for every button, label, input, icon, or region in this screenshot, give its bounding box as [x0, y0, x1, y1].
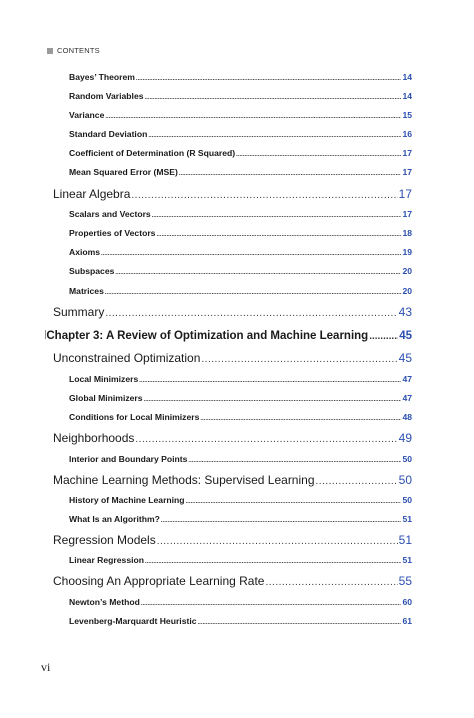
- dot-leader: [186, 499, 402, 505]
- dot-leader: [148, 133, 401, 139]
- toc-page-link[interactable]: 51: [402, 514, 412, 524]
- toc-section-entry[interactable]: [53, 574, 412, 592]
- toc-entry[interactable]: [69, 286, 412, 300]
- toc-page-link[interactable]: 43: [398, 305, 412, 319]
- toc-page-link[interactable]: 17: [402, 167, 412, 177]
- toc-entry[interactable]: [69, 454, 412, 468]
- dot-leader: [101, 251, 401, 257]
- dot-leader: [236, 152, 401, 158]
- toc-page-link[interactable]: 51: [398, 533, 412, 547]
- dot-leader: [115, 270, 401, 276]
- toc-page-link[interactable]: 51: [402, 555, 412, 565]
- dot-leader: [316, 476, 398, 487]
- toc-page-link[interactable]: 45: [398, 351, 412, 365]
- toc-section-entry[interactable]: [53, 351, 412, 369]
- toc-page-link[interactable]: 60: [402, 597, 412, 607]
- dot-leader: [136, 76, 402, 82]
- toc-entry-title: Local Minimizers: [69, 374, 139, 384]
- toc-page-link[interactable]: 19: [402, 247, 412, 257]
- toc-entry[interactable]: [69, 228, 412, 242]
- toc-entry[interactable]: [69, 91, 412, 105]
- toc-entry[interactable]: [69, 393, 412, 407]
- dot-leader: [179, 171, 402, 177]
- toc-entry-title: History of Machine Learning: [69, 495, 185, 505]
- toc-section-entry[interactable]: [53, 533, 412, 551]
- toc-page-link[interactable]: 61: [402, 616, 412, 626]
- dot-leader: [265, 577, 397, 588]
- toc-page-link[interactable]: 14: [402, 91, 412, 101]
- toc-entry[interactable]: [69, 129, 412, 143]
- dot-leader: [139, 378, 401, 384]
- toc-page-link[interactable]: 17: [402, 148, 412, 158]
- toc-entry-title: Neighborhoods: [53, 431, 135, 445]
- toc-section-entry[interactable]: [53, 187, 412, 205]
- toc-page-link[interactable]: 48: [402, 412, 412, 422]
- toc-page-link[interactable]: 47: [402, 374, 412, 384]
- toc-page-link[interactable]: 17: [402, 209, 412, 219]
- toc-page-link[interactable]: 15: [402, 110, 412, 120]
- dot-leader: [144, 397, 402, 403]
- toc-entry[interactable]: [69, 167, 412, 181]
- toc-entry[interactable]: [69, 110, 412, 124]
- toc-page-link[interactable]: 20: [402, 286, 412, 296]
- toc-page-link[interactable]: 16: [402, 129, 412, 139]
- toc-entry-title: Mean Squared Error (MSE): [69, 167, 178, 177]
- dot-leader: [141, 601, 402, 607]
- dot-leader: [369, 331, 398, 342]
- dot-leader: [145, 95, 402, 101]
- toc-entry-title: What Is an Algorithm?: [69, 514, 160, 524]
- toc-entry-title: Newton’s Method: [69, 597, 140, 607]
- toc-entry-title: Coefficient of Determination (R Squared): [69, 148, 236, 158]
- toc-entry-title: Machine Learning Methods: Supervised Learning: [53, 473, 315, 487]
- toc-chapter-entry[interactable]: [45, 330, 412, 348]
- dot-leader: [198, 620, 402, 626]
- toc-entry-title: Choosing An Appropriate Learning Rate: [53, 574, 265, 588]
- toc-entry-title: Bayes’ Theorem: [69, 72, 135, 82]
- toc-page-link[interactable]: 45: [399, 330, 412, 342]
- toc-page-link[interactable]: 50: [402, 454, 412, 464]
- toc-entry-title: Variance: [69, 110, 105, 120]
- toc-entry[interactable]: [69, 514, 412, 528]
- dot-leader: [200, 416, 401, 422]
- toc-entry-title: Global Minimizers: [69, 393, 143, 403]
- dot-leader: [105, 290, 402, 296]
- running-head: [47, 46, 100, 55]
- toc-entry-title: Matrices: [69, 286, 104, 296]
- toc-entry[interactable]: [69, 555, 412, 569]
- toc-entry[interactable]: [69, 266, 412, 280]
- dot-leader: [157, 536, 398, 547]
- toc-entry[interactable]: [69, 209, 412, 223]
- dot-leader: [201, 354, 397, 365]
- toc-entry-title: Linear Algebra: [53, 187, 131, 201]
- toc-page-link[interactable]: 49: [398, 431, 412, 445]
- dot-leader: [161, 518, 402, 524]
- toc-entry-title: Levenberg-Marquardt Heuristic: [69, 616, 197, 626]
- dot-leader: [135, 434, 397, 445]
- toc-section-entry[interactable]: [53, 431, 412, 449]
- running-head-label: CONTENTS: [57, 46, 100, 55]
- toc-page-link[interactable]: 50: [402, 495, 412, 505]
- toc-page-link[interactable]: 17: [398, 187, 412, 201]
- toc-entry[interactable]: [69, 597, 412, 611]
- toc-page-link[interactable]: 14: [402, 72, 412, 82]
- toc-entry-title: Unconstrained Optimization: [53, 351, 201, 365]
- toc-page-link[interactable]: 50: [398, 473, 412, 487]
- dot-leader: [131, 190, 397, 201]
- square-bullet-icon: [47, 48, 53, 54]
- page-number: vi: [41, 660, 51, 674]
- toc-section-entry[interactable]: [53, 473, 412, 491]
- toc-entry[interactable]: [69, 412, 412, 426]
- toc-entry-title: Scalars and Vectors: [69, 209, 151, 219]
- dot-leader: [145, 559, 401, 565]
- dot-leader: [105, 114, 401, 120]
- toc-page-link[interactable]: 20: [402, 266, 412, 276]
- toc-entry[interactable]: [69, 495, 412, 509]
- toc-entry-title: Linear Regression: [69, 555, 144, 565]
- toc-entry-title: Standard Deviation: [69, 129, 148, 139]
- toc-entry[interactable]: [69, 247, 412, 261]
- toc-entry-title: Chapter 3: A Review of Optimization and Machine Learning: [46, 330, 369, 342]
- toc-entry-title: Regression Models: [53, 533, 156, 547]
- dot-leader: [105, 308, 397, 319]
- dot-leader: [152, 213, 402, 219]
- dot-leader: [188, 458, 401, 464]
- toc-entry-title: Subspaces: [69, 266, 115, 276]
- toc-entry[interactable]: [69, 374, 412, 388]
- toc-page-link[interactable]: 47: [402, 393, 412, 403]
- toc-section-entry[interactable]: [53, 305, 412, 323]
- toc-entry-title: Axioms: [69, 247, 101, 257]
- toc-entry-title: Properties of Vectors: [69, 228, 156, 238]
- toc-entry-title: Random Variables: [69, 91, 144, 101]
- toc-page-link[interactable]: 18: [402, 228, 412, 238]
- toc-entry-title: Interior and Boundary Points: [69, 454, 188, 464]
- dot-leader: [156, 232, 401, 238]
- toc-page-link[interactable]: 55: [398, 574, 412, 588]
- toc-entry-title: Conditions for Local Minimizers: [69, 412, 200, 422]
- toc-entry-title: Summary: [53, 305, 105, 319]
- toc-entry[interactable]: [69, 72, 412, 86]
- toc-entry[interactable]: [69, 148, 412, 162]
- toc-entry[interactable]: [69, 616, 412, 630]
